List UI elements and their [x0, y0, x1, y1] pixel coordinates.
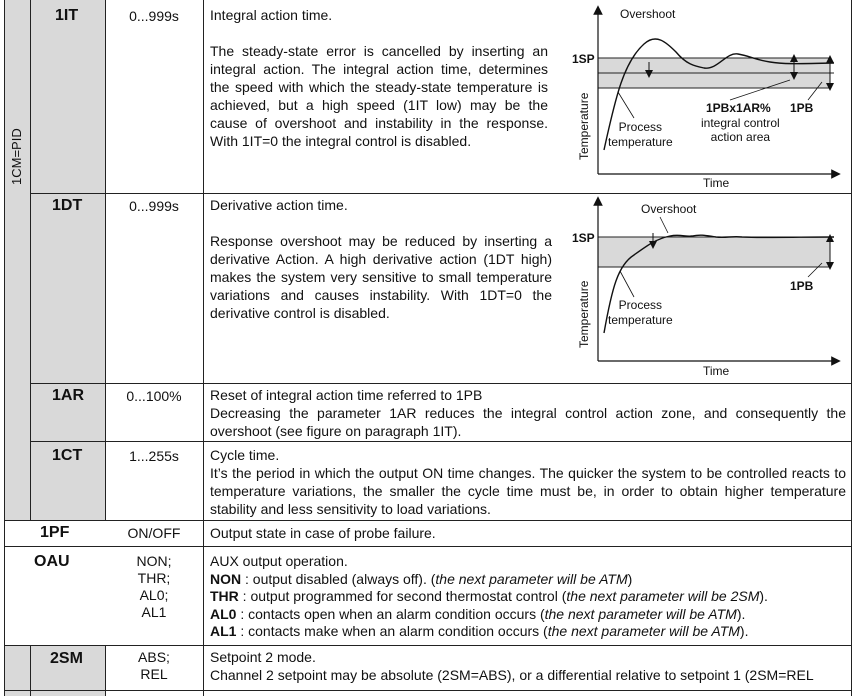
param-desc-1it: The steady-state error is cancelled by inserting an integral action. The integral action time, determines the speed with which the steady-state temperature is achieved, but a high speed (1IT low) may be the cause of overshoot and instability in the response. With 1IT=0 the integral control is disabled. — [210, 43, 548, 149]
band-rect — [598, 237, 830, 267]
range-option: THR; — [137, 570, 171, 586]
fig2-sp-label: 1SP — [572, 231, 595, 245]
fig2-process-label: Process temperature — [608, 298, 673, 327]
range-option: NON; — [136, 553, 172, 569]
fig1-pbar-label: 1PBx1AR% — [706, 101, 771, 115]
param-title-1dt: Derivative action time. — [210, 197, 348, 213]
param-code-1it: 1IT — [55, 7, 79, 24]
option-line-non: NON : output disabled (always off). (the next parameter will be ATM) — [210, 570, 633, 587]
param-range-2sm — [105, 649, 203, 683]
fig2-xlabel: Time — [703, 364, 730, 378]
range-option: AL1 — [141, 604, 167, 620]
fig1-ylabel: Temperature — [577, 92, 591, 160]
param-desc-1dt: Response overshoot may be reduced by inserting a derivative Action. A high derivative action (1DT high) makes the system very sensitive to small temperature variations and causes instability. With 1DT=0 the derivative control is disabled. — [210, 233, 552, 321]
fig1-process-label: Process temperature — [608, 120, 673, 149]
leader-line — [618, 92, 634, 118]
param-code-1pf: 1PF — [40, 524, 70, 541]
fig1-sp-label: 1SP — [572, 52, 595, 66]
fig2-overshoot-label: Overshoot — [641, 202, 697, 216]
param-title-2sm: Setpoint 2 mode. — [210, 649, 316, 665]
param-code-oau: OAU — [34, 553, 70, 570]
param-title-1it: Integral action time. — [210, 7, 333, 23]
fig1-pb-label: 1PB — [790, 101, 814, 115]
range-option: ABS; — [138, 649, 170, 665]
param-desc-1ar: Decreasing the parameter 1AR reduces the integral control action zone, and consequently the overshoot (see figure on paragraph 1IT). — [210, 405, 846, 439]
fig2-pb-label: 1PB — [790, 279, 814, 293]
option-line-thr: THR : output programmed for second thermostat control (the next parameter will be 2SM). — [210, 588, 768, 604]
param-range-1ar: 0...100% — [126, 388, 182, 404]
param-range-oau — [105, 553, 203, 621]
option-line-al0: AL0 : contacts open when an alarm condition occurs (the next parameter will be ATM). — [210, 605, 746, 622]
code-column-group1 — [31, 0, 105, 520]
param-title-1pf: Output state in case of probe failure. — [210, 525, 436, 541]
group-label: 1CM=PID — [9, 128, 24, 185]
param-title-1ar: Reset of integral action time referred to 1PB — [210, 387, 483, 403]
param-code-1ct: 1CT — [52, 447, 83, 464]
range-option: AL0; — [139, 587, 169, 603]
range-option: REL — [140, 666, 168, 682]
param-code-1ar: 1AR — [52, 387, 85, 404]
leader-line — [660, 217, 668, 233]
fig1-xlabel: Time — [703, 176, 730, 190]
fig1-area-label: integral control action area — [701, 116, 780, 144]
fig1-overshoot-label: Overshoot — [620, 7, 676, 21]
param-code-2sm: 2SM — [50, 650, 83, 667]
group-column-2sm — [4, 645, 30, 696]
param-range-1dt: 0...999s — [129, 198, 179, 214]
param-title-1ct: Cycle time. — [210, 447, 280, 463]
param-range-1it: 0...999s — [129, 8, 179, 24]
fig2-ylabel: Temperature — [577, 280, 591, 348]
param-desc-oau — [210, 553, 768, 641]
param-desc-2sm: Channel 2 setpoint may be absolute (2SM=ABS), or a differential relative to setpoint 1 (2SM=REL — [210, 667, 814, 683]
leader-line — [620, 271, 634, 297]
option-line-al1: AL1 : contacts make when an alarm condition occurs (the next parameter will be ATM). — [210, 623, 749, 639]
param-title-oau: AUX output operation. — [210, 553, 348, 569]
param-code-1dt: 1DT — [52, 197, 83, 214]
integral-figure — [560, 0, 850, 193]
param-desc-1ct: It’s the period in which the output ON time changes. The quicker the system to be controlled reacts to temperature variations, the smaller the cycle time must be, in order to obtain higher temperature stability and less sensitivity to load variations. — [210, 465, 846, 517]
param-range-1ct: 1...255s — [129, 448, 179, 464]
group-column — [4, 0, 30, 520]
param-range-1pf: ON/OFF — [127, 525, 181, 541]
